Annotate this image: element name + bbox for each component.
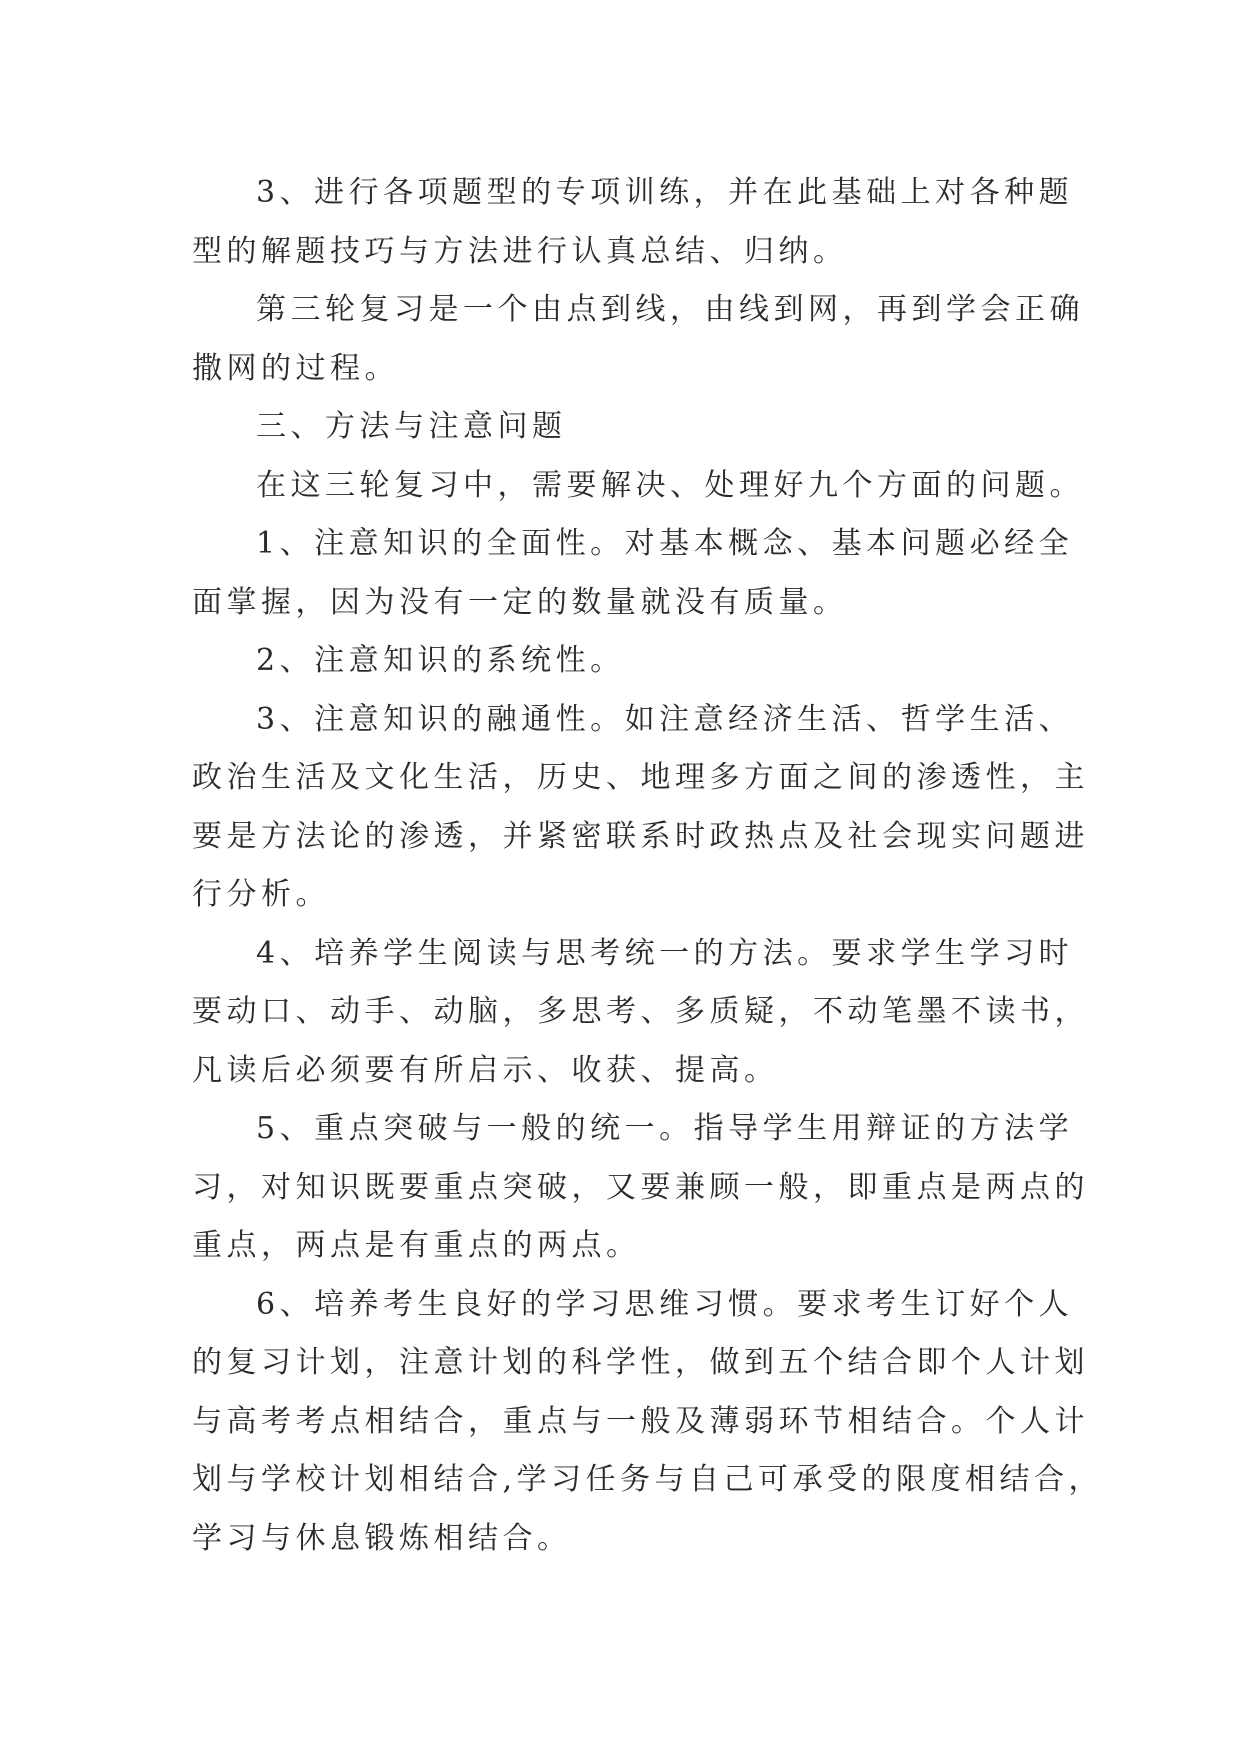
text-line: 习，对知识既要重点突破，又要兼顾一般，即重点是两点的 bbox=[192, 1169, 1089, 1205]
document-body-text bbox=[192, 164, 1104, 1568]
text-line: 要是方法论的渗透，并紧密联系时政热点及社会现实问题进 bbox=[192, 818, 1089, 854]
text-line: 第三轮复习是一个由点到线，由线到网，再到学会正确 bbox=[256, 292, 1084, 327]
text-line: 4、培养学生阅读与思考统一的方法。要求学生学习时 bbox=[256, 935, 1074, 971]
text-line: 的复习计划，注意计划的科学性，做到五个结合即个人计划 bbox=[192, 1345, 1089, 1380]
text-line: 凡读后必须要有所启示、收获、提高。 bbox=[192, 1052, 779, 1088]
text-line: 学习与休息锻炼相结合。 bbox=[192, 1520, 572, 1556]
text-line: 5、重点突破与一般的统一。指导学生用辩证的方法学 bbox=[256, 1111, 1074, 1146]
text-line: 划与学校计划相结合,学习任务与自己可承受的限度相结合， bbox=[192, 1462, 1104, 1497]
text-line: 在这三轮复习中，需要解决、处理好九个方面的问题。 bbox=[256, 467, 1084, 503]
text-line: 1、注意知识的全面性。对基本概念、基本问题必经全 bbox=[256, 526, 1074, 561]
text-line: 6、培养考生良好的学习思维习惯。要求考生订好个人 bbox=[256, 1286, 1074, 1322]
text-line: 2、注意知识的系统性。 bbox=[256, 643, 625, 678]
text-line: 撒网的过程。 bbox=[192, 350, 399, 386]
text-line: 3、注意知识的融通性。如注意经济生活、哲学生活、 bbox=[256, 701, 1074, 737]
text-line: 与高考考点相结合，重点与一般及薄弱环节相结合。个人计 bbox=[192, 1403, 1089, 1439]
text-line: 重点，两点是有重点的两点。 bbox=[192, 1228, 641, 1263]
text-line: 要动口、动手、动脑，多思考、多质疑，不动笔墨不读书， bbox=[192, 994, 1089, 1029]
text-line: 面掌握，因为没有一定的数量就没有质量。 bbox=[192, 584, 848, 620]
section-heading: 三、方法与注意问题 bbox=[256, 409, 567, 444]
text-line: 3、进行各项题型的专项训练，并在此基础上对各种题 bbox=[256, 175, 1074, 210]
text-line: 政治生活及文化生活，历史、地理多方面之间的渗透性，主 bbox=[192, 760, 1089, 795]
text-line: 型的解题技巧与方法进行认真总结、归纳。 bbox=[192, 233, 848, 269]
text-line: 行分析。 bbox=[192, 877, 330, 912]
